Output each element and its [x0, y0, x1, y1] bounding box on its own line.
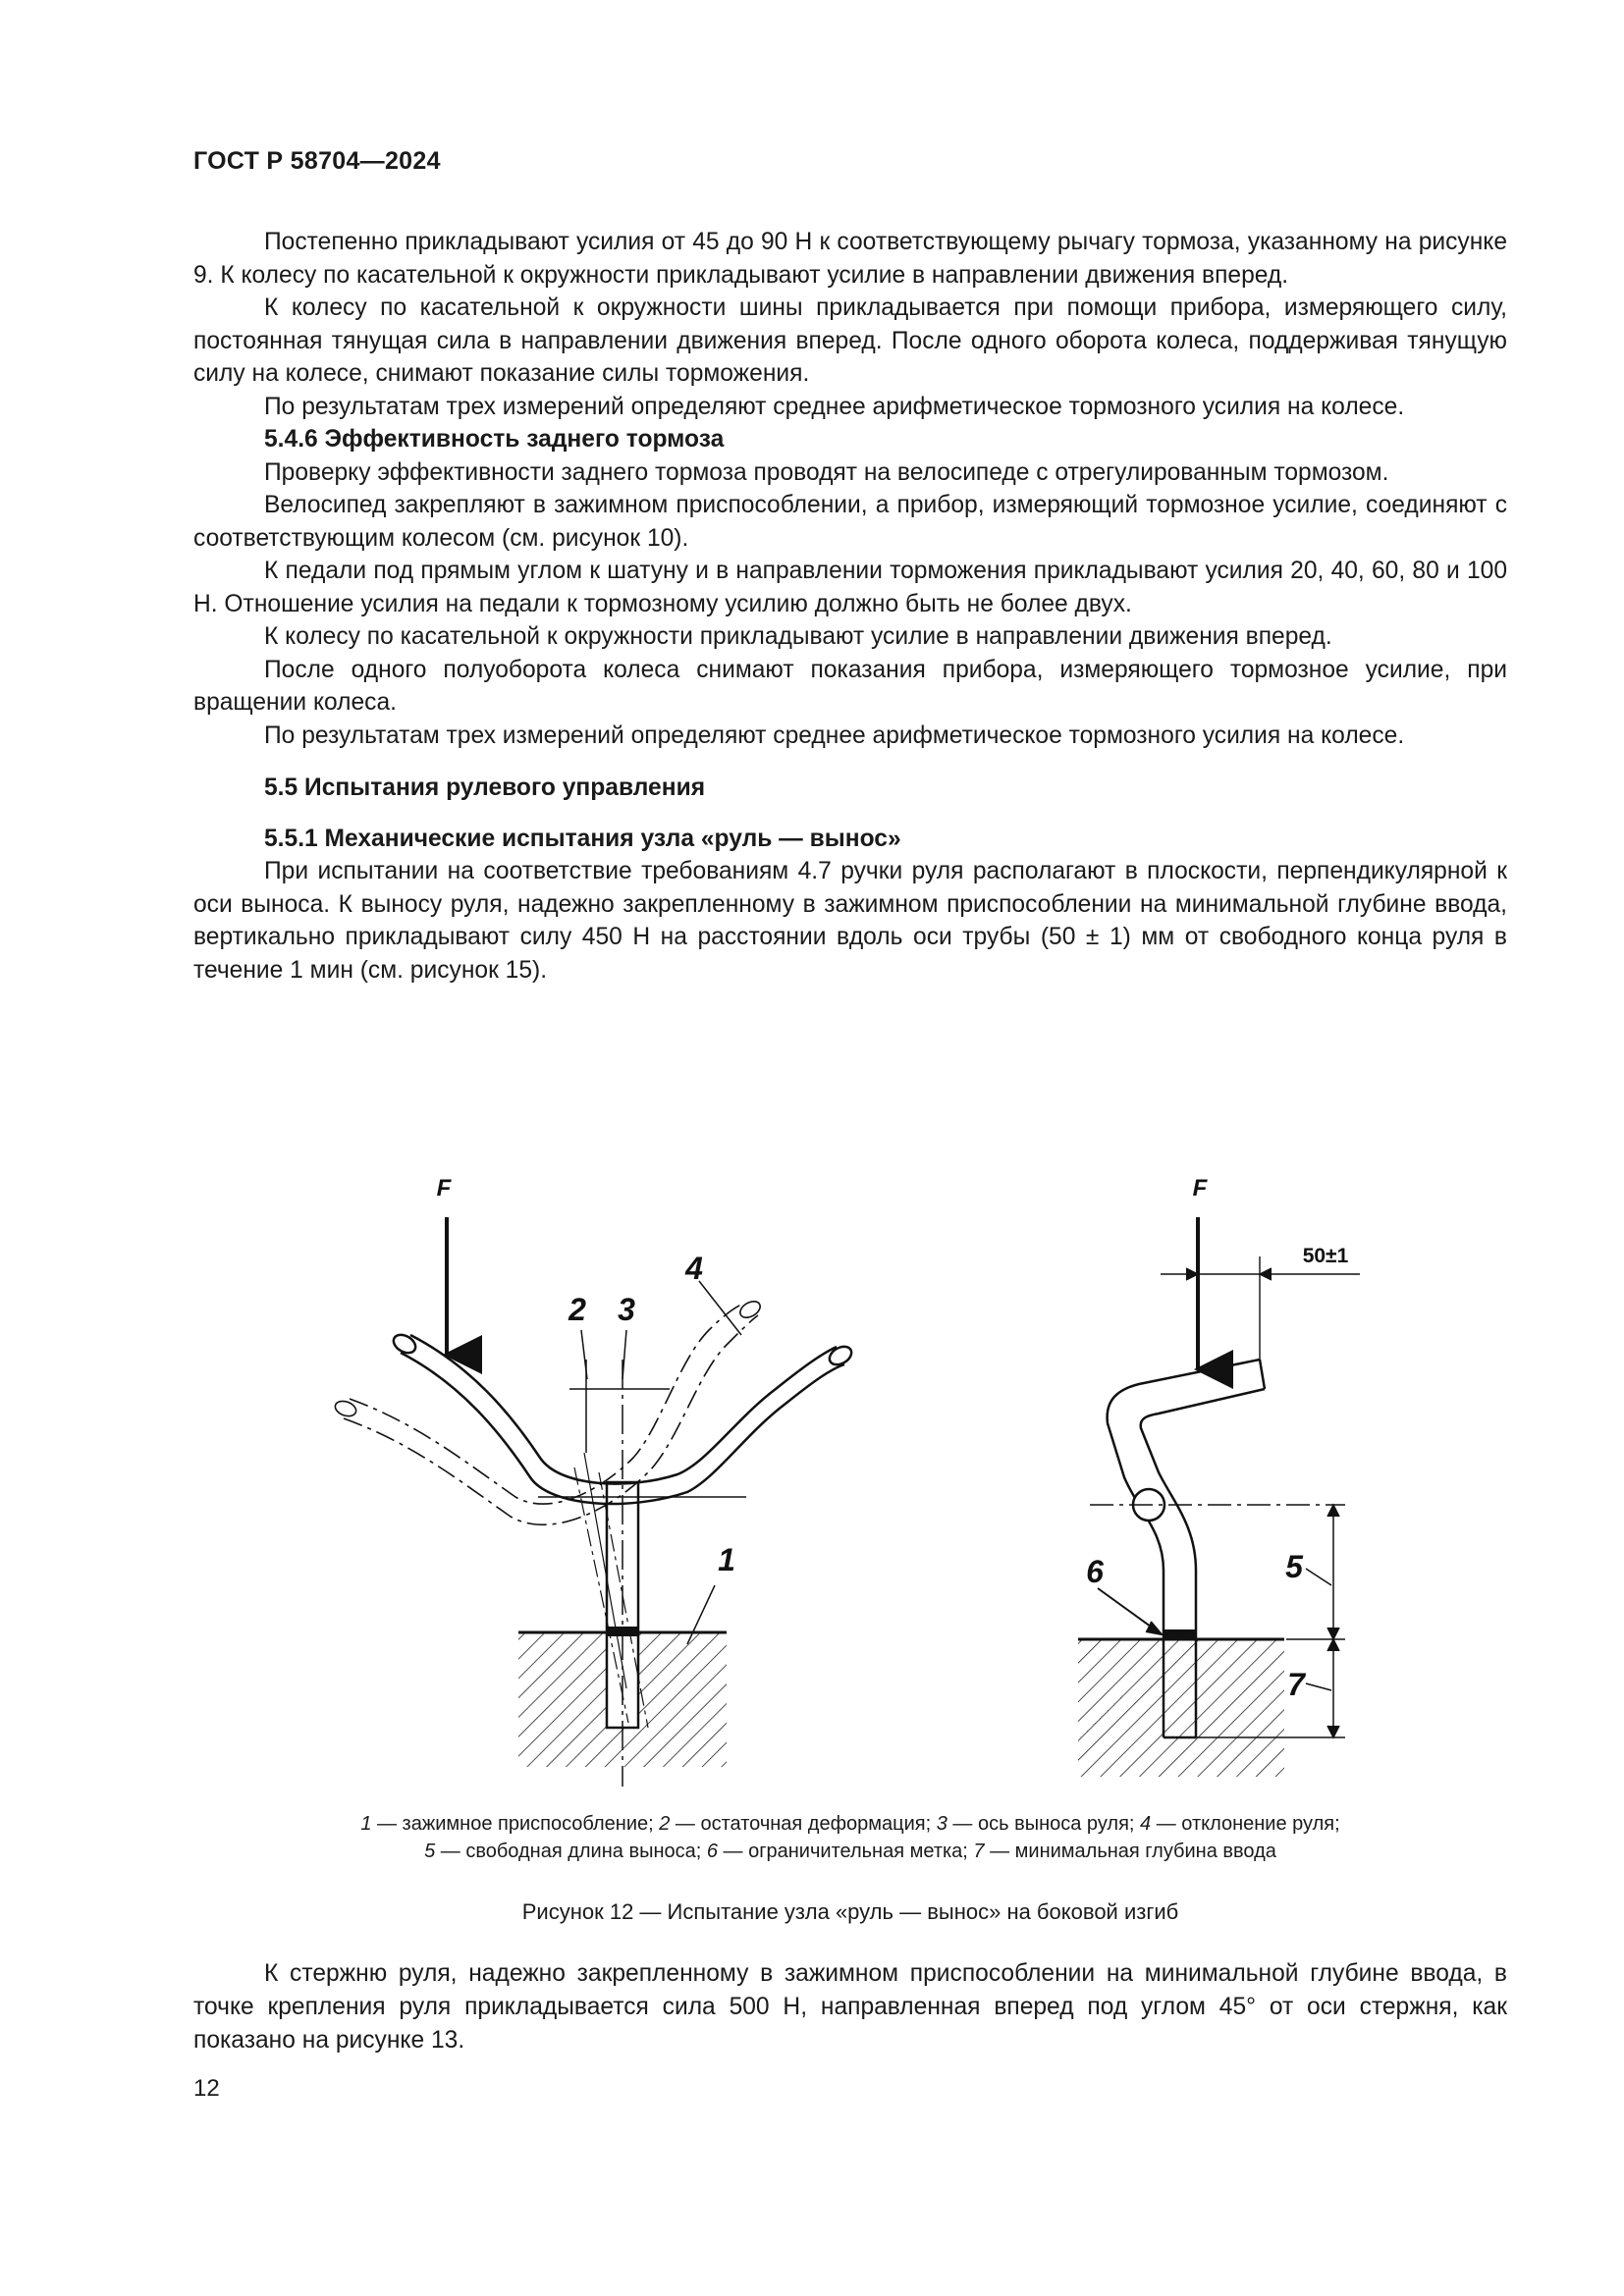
- legend-num: 5: [424, 1841, 436, 1862]
- paragraph: К педали под прямым углом к шатуну и в направлении торможения прикладывают усилия 20, 40, 60, 80 и 100 Н. Отношение усилия на педали к тормозному усилию должно быть не более двух.: [193, 558, 1507, 617]
- label-5: 5: [1285, 1549, 1303, 1584]
- legend-num: 3: [936, 1813, 947, 1835]
- right-drawing: [1078, 1217, 1360, 1777]
- label-3: 3: [618, 1292, 635, 1327]
- dimension-50-label: 50±1: [1302, 1245, 1349, 1267]
- figure-12-drawing: [295, 1168, 1394, 1796]
- paragraph: По результатам трех измерений определяют среднее арифметическое тормозного усилия на колесе.: [264, 721, 1405, 749]
- legend-num: 6: [706, 1841, 718, 1862]
- force-label-left: F: [436, 1175, 452, 1201]
- label-2: 2: [568, 1292, 586, 1327]
- clamp-fixture-right: [1078, 1639, 1284, 1777]
- body-text-after-figure: [193, 1957, 1507, 2057]
- figure-caption: Рисунок 12 — Испытание узла «руль — вынос» на боковой изгиб: [521, 1899, 1179, 1924]
- label-4: 4: [685, 1251, 703, 1286]
- force-label-right: F: [1192, 1175, 1208, 1201]
- legend-num: 4: [1140, 1813, 1152, 1835]
- paragraph: После одного полуоборота колеса снимают показания прибора, измеряющего тормозное усилие, при вращении колеса.: [193, 656, 1507, 716]
- paragraph: По результатам трех измерений определяют среднее арифметическое тормозного усилия на колесе.: [264, 393, 1405, 420]
- legend-text: — ограничительная метка;: [717, 1841, 974, 1862]
- section-heading-5-5-1: 5.5.1 Механические испытания узла «руль — вынос»: [264, 825, 901, 852]
- paragraph: При испытании на соответствие требованиям 4.7 ручки руля располагают в плоскости, перпендикулярной к оси выноса. К выносу руля, надежно закрепленному в зажимном приспособлении на минимальной глубине ввода, вертикально прикладывают силу 450 Н на расстоянии вдоль оси трубы (50 ± 1) мм от свободного конца руля в течение 1 мин (см. рисунок 15).: [193, 858, 1507, 984]
- legend-text: — отклонение руля;: [1151, 1813, 1340, 1835]
- paragraph: Постепенно прикладывают усилия от 45 до 90 Н к соответствующему рычагу тормоза, указанному на рисунке 9. К колесу по касательной к окружности прикладывают усилие в направлении движения вперед.: [193, 229, 1507, 289]
- legend-text: — минимальная глубина ввода: [984, 1841, 1276, 1862]
- legend-line-2: [193, 1838, 1507, 1865]
- legend-text: — зажимное приспособление;: [371, 1813, 660, 1835]
- legend-line-1: [193, 1810, 1507, 1838]
- body-text: [193, 226, 1507, 987]
- page-number: 12: [193, 2075, 220, 2102]
- section-heading-5-4-6: 5.4.6 Эффективность заднего тормоза: [264, 426, 725, 453]
- legend-num: 7: [973, 1841, 985, 1862]
- label-1: 1: [718, 1542, 735, 1577]
- figure-legend: [193, 1810, 1507, 1865]
- legend-num: 1: [360, 1813, 372, 1835]
- legend-text: — остаточная деформация;: [670, 1813, 937, 1835]
- paragraph: Проверку эффективности заднего тормоза проводят на велосипеде с отрегулированным тормозом.: [264, 458, 1389, 486]
- paragraph: К колесу по касательной к окружности прикладывают усилие в направлении движения вперед.: [264, 623, 1332, 650]
- paragraph: К стержню руля, надежно закрепленному в зажимном приспособлении на минимальной глубине ввода, в точке крепления руля прикладывается сила 500 Н, направленная вперед под углом 45° от оси стержня, как показано на рисунке 13.: [193, 1960, 1507, 2054]
- section-heading-5-5: 5.5 Испытания рулевого управления: [264, 774, 706, 801]
- document-header: ГОСТ Р 58704—2024: [193, 147, 441, 175]
- legend-text: — ось выноса руля;: [947, 1813, 1141, 1835]
- legend-text: — свободная длина выноса;: [435, 1841, 707, 1862]
- legend-num: 2: [659, 1813, 671, 1835]
- label-6: 6: [1086, 1554, 1104, 1589]
- paragraph: Велосипед закрепляют в зажимном приспособлении, а прибор, измеряющий тормозное усилие, соединяют с соответствующим колесом (см. рисунок 10).: [193, 492, 1507, 552]
- label-7: 7: [1287, 1667, 1305, 1702]
- paragraph: К колесу по касательной к окружности шины прикладывается при помощи прибора, измеряющего силу, постоянная тянущая сила в направлении движения вперед. После одного оборота колеса, поддерживая тянущую силу на колесе, снимают показание силы торможения.: [193, 294, 1507, 387]
- left-drawing: [333, 1217, 854, 1787]
